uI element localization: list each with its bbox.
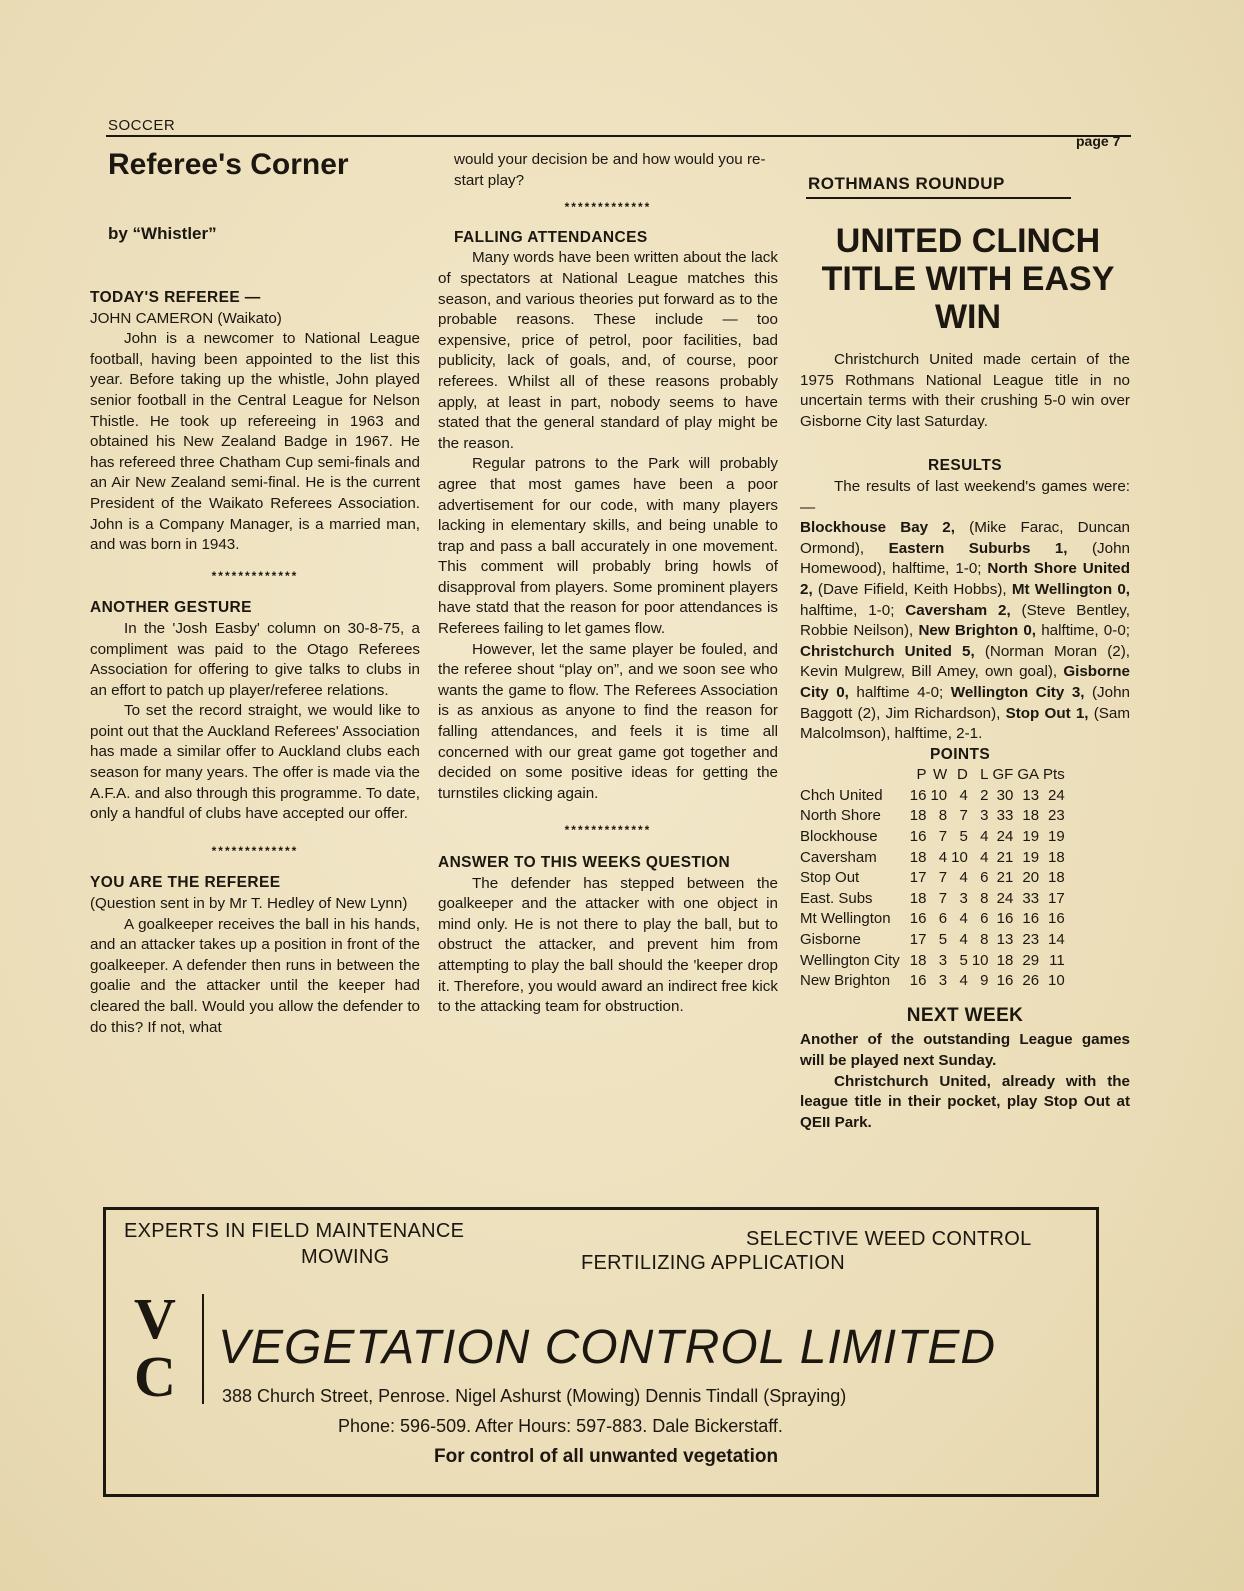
points-value: 29 bbox=[1022, 951, 1040, 969]
points-team: Stop Out bbox=[800, 869, 860, 887]
points-value: 5 bbox=[938, 931, 948, 949]
header-rule bbox=[106, 135, 1131, 137]
separator-stars: ************* bbox=[564, 823, 652, 838]
separator-stars: ************* bbox=[564, 200, 652, 215]
advertisement-box bbox=[103, 1207, 1099, 1497]
points-value: 6 bbox=[980, 910, 989, 928]
points-column-header: GF bbox=[992, 766, 1014, 784]
points-value: 3 bbox=[938, 951, 948, 969]
answer-heading: ANSWER TO THIS WEEKS QUESTION bbox=[438, 854, 731, 871]
result-detail: (John Homewood), halftime, 1-0; bbox=[800, 539, 1130, 578]
result-team: New Brighton 0, bbox=[918, 622, 1037, 640]
result-team: Gisborne City 0, bbox=[800, 663, 1130, 701]
points-value: 16 bbox=[1048, 910, 1065, 928]
result-team: Stop Out 1, bbox=[1005, 704, 1089, 722]
another-gesture-p1: In the 'Josh Easby' column on 30-8-75, a compliment was paid to the Otago Referees Association for offering to give talks to clubs in an effort to patch up player/referee relations. bbox=[90, 619, 420, 699]
points-value: 16 bbox=[1022, 910, 1040, 928]
points-value: 5 bbox=[959, 828, 968, 846]
falling-p3: However, let the same player be fouled, and the referee shout “play on”, and we soon see who wants the game to flow. The Referees Association is as anxious as anyone to find the reason for falling attendances, and feels it is time all concerned with our great game got together and decided on some positive ideas for getting the turnstiles clicking again. bbox=[438, 640, 778, 802]
points-value: 6 bbox=[980, 869, 989, 887]
company-name: VEGETATION CONTROL LIMITED bbox=[218, 1321, 997, 1374]
points-team: North Shore bbox=[800, 807, 881, 825]
you-are-referee-sub: (Question sent in by Mr T. Hedley of New Lynn) bbox=[90, 895, 408, 913]
points-value: 7 bbox=[938, 889, 948, 907]
points-value: 19 bbox=[1022, 828, 1040, 846]
result-detail: (Mike Farac, Duncan Ormond), bbox=[800, 519, 1130, 557]
result-detail: (Sam Malcolmson), halftime, 2-1. bbox=[800, 704, 1131, 743]
next-week-p1: Another of the outstanding League games will be played next Sunday. bbox=[800, 1031, 1130, 1069]
points-value: 18 bbox=[909, 889, 927, 907]
falling-heading: FALLING ATTENDANCES bbox=[454, 228, 648, 246]
points-row bbox=[800, 909, 1065, 930]
results-body bbox=[800, 518, 1130, 745]
points-value: 24 bbox=[996, 889, 1014, 907]
points-row bbox=[800, 868, 1065, 889]
points-value: 18 bbox=[1048, 848, 1065, 866]
points-column-header: W bbox=[932, 766, 948, 784]
points-row bbox=[800, 827, 1065, 848]
result-team: Wellington City 3, bbox=[950, 683, 1085, 701]
points-value: 10 bbox=[930, 786, 948, 804]
roundup-intro: Christchurch United made certain of the 1975 Rothmans National League title in no uncertain terms with their crushing 5-0 win over Gisborne City last Saturday. bbox=[800, 351, 1130, 430]
points-value: 10 bbox=[971, 951, 989, 969]
results-heading: RESULTS bbox=[928, 457, 1002, 475]
byline: by “Whistler” bbox=[108, 224, 217, 243]
points-value: 30 bbox=[996, 786, 1014, 804]
column-2 bbox=[438, 150, 778, 1018]
ad-line1-right: SELECTIVE WEED CONTROL bbox=[746, 1228, 1032, 1250]
points-value: 18 bbox=[909, 951, 927, 969]
points-row bbox=[800, 806, 1065, 827]
todays-referee-heading: TODAY'S REFEREE — bbox=[90, 289, 261, 306]
falling-p2: Regular patrons to the Park will probably agree that most games have been a poor advertisement for our code, with many players lacking in elementary skills, and being unable to trap and pass a ball accurately in one movement. This comment will probably bring howls of disapproval from players. Some prominent players have statd that the reason for poor attendances is Referees failing to let games flow. bbox=[438, 455, 778, 638]
separator-stars: ************* bbox=[211, 843, 299, 858]
points-column-header: P bbox=[916, 766, 927, 784]
result-team: Blockhouse Bay 2, bbox=[800, 519, 955, 537]
points-value: 10 bbox=[951, 848, 968, 866]
ad-line2-right: FERTILIZING APPLICATION bbox=[581, 1252, 845, 1274]
points-value: 18 bbox=[1048, 869, 1065, 887]
result-detail: halftime, 1-0; bbox=[800, 601, 906, 619]
points-value: 23 bbox=[1048, 807, 1065, 825]
points-header-blank bbox=[800, 765, 906, 786]
ad-line2-left: MOWING bbox=[301, 1246, 390, 1268]
points-value: 9 bbox=[980, 972, 989, 990]
points-team: Wellington City bbox=[800, 951, 900, 969]
another-gesture-heading: ANOTHER GESTURE bbox=[90, 599, 252, 617]
points-value: 10 bbox=[1048, 972, 1065, 990]
points-value: 13 bbox=[996, 931, 1014, 949]
points-value: 21 bbox=[996, 848, 1014, 866]
todays-referee-body: John is a newcomer to National League football, having been appointed to the list this year. Before taking up the whistle, John played senior football in the Central League for Nelson Thistle. He took up refereeing in 1963 and obtained his New Zealand Badge in 1967. He has refereed three Chatham Cup semi-finals and an Air New Zealand semi-final. He is the current President of the Waikato Referees Association. John is a Company Manager, is a married man, and was born in 1943. bbox=[90, 330, 420, 554]
points-team: Mt Wellington bbox=[800, 910, 891, 928]
falling-p1: Many words have been written about the lack of spectators at National League matches this season, and various theories put forward as to the probable reasons. These include — too expensive, price of petrol, poor facilities, bad publicity, lack of goals, and, of course, poor referees. Whilst all of these reasons probably apply, at least in part, nobody seems to have stated that the general standard of play might be the reason. bbox=[438, 249, 778, 452]
points-value: 7 bbox=[938, 828, 948, 846]
ad-line1-left: EXPERTS IN FIELD MAINTENANCE bbox=[124, 1220, 465, 1242]
another-gesture-p2: To set the record straight, we would like to point out that the Auckland Referees' Association has made a similar offer to Auckland clubs each season for many years. The offer is made via the A.F.A. and also through this programme. To date, only a handful of clubs have accepted our offer. bbox=[90, 702, 420, 823]
column-1 bbox=[90, 288, 420, 1038]
roundup-label: ROTHMANS ROUNDUP bbox=[808, 174, 1005, 193]
points-value: 4 bbox=[959, 972, 968, 990]
result-team: Christchurch United 5, bbox=[800, 642, 975, 660]
points-value: 4 bbox=[959, 869, 968, 887]
logo-letter-c: C bbox=[134, 1344, 176, 1409]
points-value: 13 bbox=[1022, 786, 1040, 804]
points-value: 4 bbox=[959, 786, 968, 804]
points-value: 16 bbox=[909, 786, 927, 804]
page-title: Referee's Corner bbox=[108, 148, 349, 181]
points-value: 20 bbox=[1022, 869, 1040, 887]
points-value: 17 bbox=[909, 869, 927, 887]
result-detail: (Dave Fifield, Keith Hobbs), bbox=[812, 580, 1012, 598]
points-column-header: Pts bbox=[1043, 766, 1065, 784]
result-detail: (Steve Bentley, Robbie Neilson), bbox=[800, 601, 1130, 640]
you-are-referee-heading: YOU ARE THE REFEREE bbox=[90, 874, 281, 892]
points-value: 16 bbox=[996, 910, 1014, 928]
column-3 bbox=[800, 350, 1130, 1133]
result-detail: (Norman Moran (2), Kevin Mulgrew, Bill Amey, own goal), bbox=[800, 642, 1130, 681]
result-team: Eastern Suburbs 1, bbox=[888, 539, 1068, 557]
result-detail: halftime, 0-0; bbox=[1036, 622, 1130, 640]
points-value: 5 bbox=[959, 951, 968, 969]
points-team: Chch United bbox=[800, 786, 883, 804]
you-are-referee-body: A goalkeeper receives the ball in his hands, and an attacker takes up a position in front of the goalkeeper. A defender then runs in between the goalie and the attacker until the keeper had cleared the ball. Would you allow the defender to do this? If not, what bbox=[90, 915, 420, 1036]
points-team: New Brighton bbox=[800, 972, 891, 990]
points-value: 4 bbox=[938, 848, 948, 866]
points-value: 17 bbox=[909, 931, 927, 949]
points-value: 4 bbox=[959, 910, 968, 928]
logo-letter-v: V bbox=[134, 1286, 176, 1351]
points-value: 7 bbox=[959, 807, 968, 825]
result-detail: halftime 4-0; bbox=[848, 683, 951, 701]
points-value: 16 bbox=[909, 972, 927, 990]
logo-divider bbox=[202, 1294, 204, 1404]
points-team: East. Subs bbox=[800, 889, 873, 907]
points-column-header: GA bbox=[1017, 766, 1040, 784]
roundup-rule bbox=[806, 197, 1071, 199]
points-row bbox=[800, 848, 1065, 869]
points-value: 17 bbox=[1048, 889, 1065, 907]
company-tagline: For control of all unwanted vegetation bbox=[434, 1446, 779, 1467]
points-value: 16 bbox=[996, 972, 1014, 990]
continued-text: would your decision be and how would you re-start play? bbox=[454, 151, 766, 189]
points-value: 18 bbox=[996, 951, 1014, 969]
points-row bbox=[800, 930, 1065, 951]
points-value: 18 bbox=[1022, 807, 1040, 825]
points-value: 18 bbox=[909, 848, 927, 866]
answer-body: The defender has stepped between the goalkeeper and the attacker with one object in mind only. He is not there to play the ball, but to obstruct the attacker, and prevent him from attempting to play the ball should the 'keeper drop it. Therefore, you would award an indirect free kick to the attacking team for obstruction. bbox=[438, 874, 778, 1016]
points-value: 4 bbox=[980, 848, 989, 866]
todays-referee-name: JOHN CAMERON (Waikato) bbox=[90, 309, 282, 327]
page-number: page 7 bbox=[1076, 133, 1121, 149]
company-address: 388 Church Street, Penrose. Nigel Ashurst (Mowing) Dennis Tindall (Spraying) bbox=[222, 1386, 847, 1406]
points-value: 7 bbox=[938, 869, 948, 887]
points-value: 8 bbox=[980, 931, 989, 949]
result-team: Caversham 2, bbox=[905, 601, 1011, 619]
points-value: 26 bbox=[1022, 972, 1040, 990]
points-value: 8 bbox=[938, 807, 948, 825]
points-value: 4 bbox=[959, 931, 968, 949]
points-value: 24 bbox=[1048, 786, 1065, 804]
points-row bbox=[800, 971, 1065, 992]
headline: UNITED CLINCH TITLE WITH EASY WIN bbox=[821, 222, 1115, 336]
points-column-header: D bbox=[956, 766, 968, 784]
points-row bbox=[800, 951, 1065, 972]
points-row bbox=[800, 889, 1065, 910]
points-value: 6 bbox=[938, 910, 948, 928]
points-column-header: L bbox=[980, 766, 989, 784]
result-team: North Shore United 2, bbox=[800, 560, 1131, 598]
section-label: SOCCER bbox=[108, 117, 176, 134]
points-team: Gisborne bbox=[800, 931, 861, 949]
result-detail: (John Baggott (2), Jim Richardson), bbox=[800, 683, 1130, 722]
points-value: 4 bbox=[980, 828, 989, 846]
next-week-heading: NEXT WEEK bbox=[906, 1004, 1024, 1026]
points-value: 21 bbox=[996, 869, 1014, 887]
points-value: 19 bbox=[1022, 848, 1040, 866]
result-team: Mt Wellington 0, bbox=[1011, 580, 1130, 598]
separator-stars: ************* bbox=[211, 568, 299, 583]
points-value: 33 bbox=[1022, 889, 1040, 907]
points-value: 14 bbox=[1048, 931, 1065, 949]
points-team: Caversham bbox=[800, 848, 877, 866]
next-week-p2: Christchurch United, already with the league title in their pocket, play Stop Out at QEII Park. bbox=[800, 1072, 1130, 1131]
points-value: 24 bbox=[996, 828, 1014, 846]
points-value: 16 bbox=[909, 910, 927, 928]
points-row bbox=[800, 786, 1065, 807]
points-heading: POINTS bbox=[930, 745, 991, 763]
points-value: 16 bbox=[909, 828, 927, 846]
points-table bbox=[800, 765, 1065, 992]
points-team: Blockhouse bbox=[800, 828, 878, 846]
company-phone: Phone: 596-509. After Hours: 597-883. Dale Bickerstaff. bbox=[338, 1416, 783, 1436]
points-value: 33 bbox=[996, 807, 1014, 825]
points-value: 3 bbox=[959, 889, 968, 907]
points-value: 18 bbox=[909, 807, 927, 825]
results-intro: The results of last weekend's games were:— bbox=[800, 477, 1130, 516]
points-value: 19 bbox=[1048, 828, 1065, 846]
points-value: 2 bbox=[980, 786, 989, 804]
points-value: 23 bbox=[1022, 931, 1040, 949]
points-value: 3 bbox=[980, 807, 989, 825]
points-value: 8 bbox=[980, 889, 989, 907]
points-value: 11 bbox=[1049, 951, 1065, 969]
points-value: 3 bbox=[938, 972, 948, 990]
